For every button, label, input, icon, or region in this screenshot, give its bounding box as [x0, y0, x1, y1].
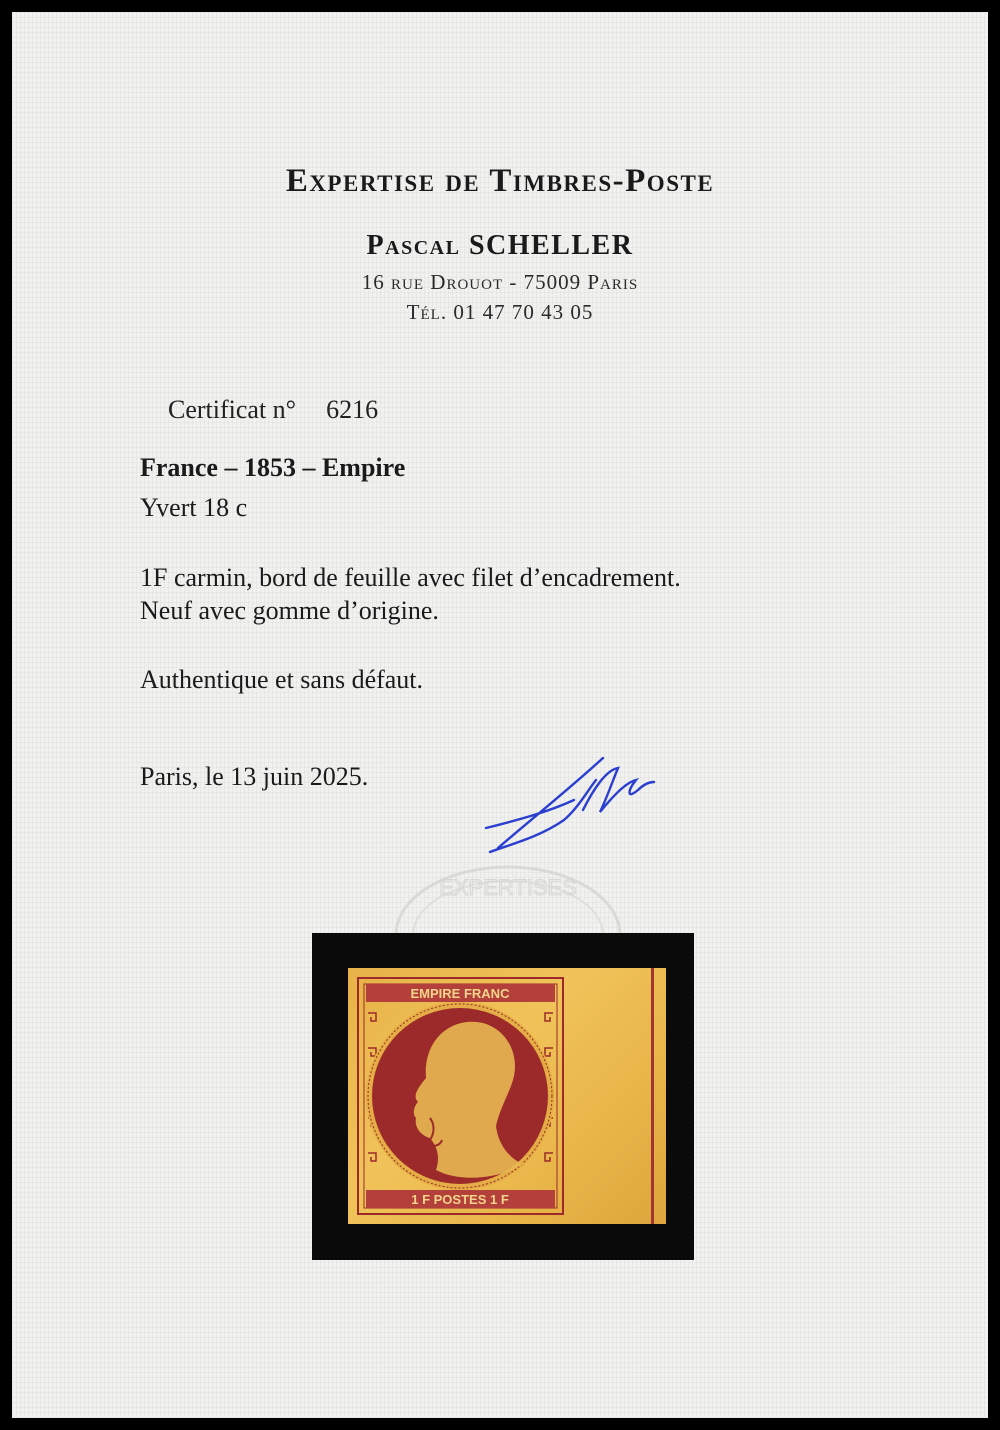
- seal-top-text: EXPERTISES: [439, 875, 577, 900]
- page-title: Expertise de Timbres-Poste: [285, 163, 715, 199]
- catalogue-number: Yvert 18 c: [140, 493, 248, 522]
- expert-name: [0, 230, 1000, 262]
- certificate-number-line: [168, 395, 378, 425]
- stamp-top-text: EMPIRE FRANC: [410, 986, 510, 1001]
- expert-phone: Tél. 01 47 70 43 05: [406, 300, 594, 324]
- expert-address: 16 rue Drouot - 75009 Paris: [361, 270, 639, 294]
- stamp-bottom-text: 1 F POSTES 1 F: [411, 1192, 509, 1207]
- certificate-number: 6216: [326, 395, 379, 424]
- signature: [478, 750, 658, 860]
- description-line-2: Neuf avec gomme d’origine.: [140, 596, 439, 625]
- description-line-1: 1F carmin, bord de feuille avec filet d’encadrement.: [140, 563, 681, 592]
- stamp-drawing: [348, 968, 666, 1224]
- expert-last-name: SCHELLER: [468, 230, 634, 261]
- expert-first-name: Pascal: [366, 230, 461, 261]
- certificate-label: Certificat n°: [168, 395, 297, 424]
- verdict-line: Authentique et sans défaut.: [140, 665, 424, 694]
- stamp-heading: France – 1853 – Empire: [140, 453, 406, 482]
- stamp-image: [348, 968, 666, 1224]
- place-date: Paris, le 13 juin 2025.: [140, 762, 369, 791]
